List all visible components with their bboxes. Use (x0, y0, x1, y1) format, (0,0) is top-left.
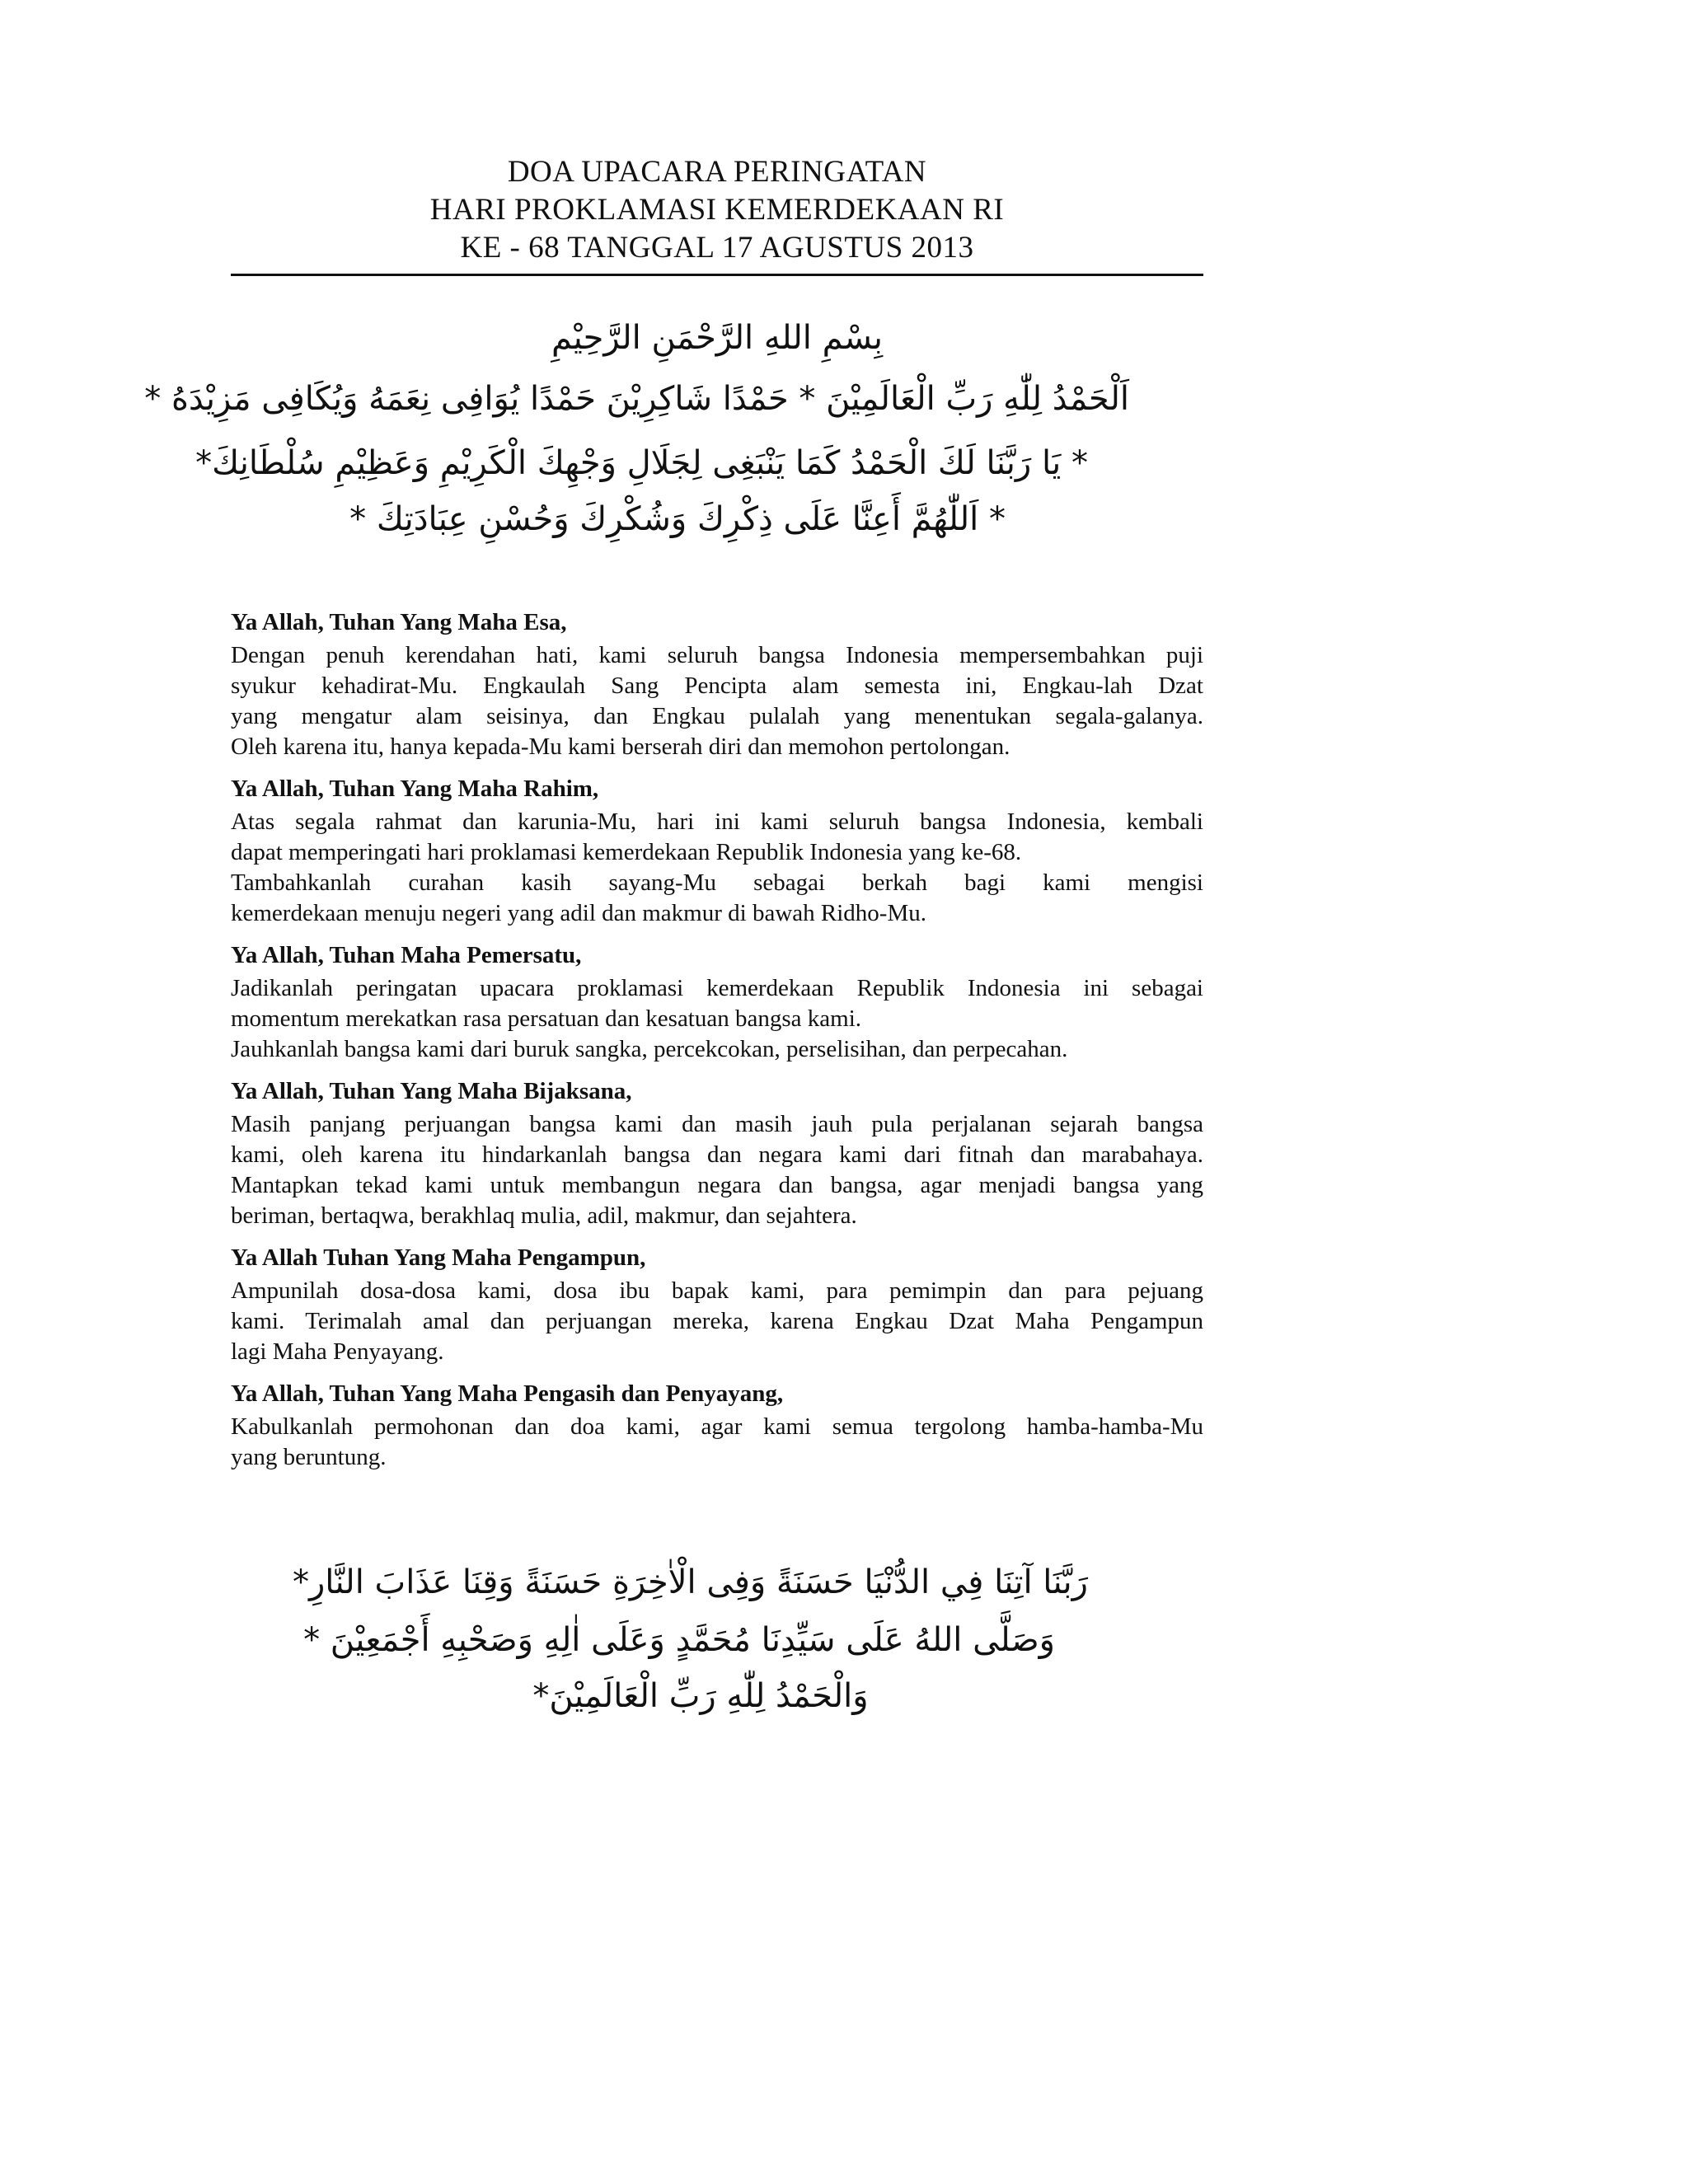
section-line: Oleh karena itu, hanya kepada-Mu kami berserah diri dan memohon pertolongan. (231, 733, 1010, 760)
prayer-section-maha-bijaksana (231, 1076, 1203, 1231)
section-line: beriman, bertaqwa, berakhlaq mulia, adil, makmur, dan sejahtera. (231, 1202, 857, 1229)
title-line-1: DOA UPACARA PERINGATAN (507, 155, 927, 189)
prayer-section-maha-rahim (231, 774, 1203, 929)
section-heading: Ya Allah Tuhan Yang Maha Pengampun, (231, 1244, 646, 1271)
arabic-opening-line-1: اَلْحَمْدُ لِلّٰهِ رَبِّ الْعَالَمِيْنَ * حَمْدًا شَاكِرِيْنَ حَمْدًا يُوَافِى نِعَمَهُ وَيُكَافِى مَزِيْدَهُ * (144, 380, 1129, 418)
section-line: Mantapkan tekad kami untuk membangun negara dan bangsa, agar menjadi bangsa yang (231, 1172, 1203, 1198)
section-line: kami, oleh karena itu hindarkanlah bangsa dan negara kami dari fitnah dan marabahaya. (231, 1141, 1203, 1168)
section-line: lagi Maha Penyayang. (231, 1338, 444, 1365)
prayer-section-maha-pengasih (231, 1379, 1203, 1473)
section-line: kami. Terimalah amal dan perjuangan mereka, karena Engkau Dzat Maha Pengampun (231, 1308, 1203, 1334)
section-line: yang mengatur alam seisinya, dan Engkau pulalah yang menentukan segala-galanya. (231, 703, 1203, 729)
section-line: kemerdekaan menuju negeri yang adil dan makmur di bawah Ridho-Mu. (231, 900, 926, 926)
prayer-body (231, 607, 1203, 1484)
arabic-closing-line-2: وَصَلَّى اللهُ عَلَى سَيِّدِنَا مُحَمَّدٍ وَعَلَى اٰلِهِ وَصَحْبِهِ أَجْمَعِيْنَ * (303, 1621, 1055, 1659)
arabic-closing-line-1: رَبَّنَا آتِنَا فِي الدُّنْيَا حَسَنَةً وَفِى الْاٰخِرَةِ حَسَنَةً وَقِنَا عَذَابَ النَّارِ* (292, 1563, 1088, 1601)
title-line-2: HARI PROKLAMASI KEMERDEKAAN RI (429, 193, 1005, 227)
section-line: syukur kehadirat-Mu. Engkaulah Sang Pencipta alam semesta ini, Engkau-lah Dzat (231, 673, 1203, 699)
section-line: dapat memperingati hari proklamasi kemerdekaan Republik Indonesia yang ke-68. (231, 839, 1022, 865)
section-line: Kabulkanlah permohonan dan doa kami, agar kami semua tergolong hamba-hamba-Mu (231, 1413, 1203, 1440)
section-heading: Ya Allah, Tuhan Yang Maha Bijaksana, (231, 1078, 632, 1104)
title-line-3: KE - 68 TANGGAL 17 AGUSTUS 2013 (460, 231, 974, 265)
section-line: momentum merekatkan rasa persatuan dan kesatuan bangsa kami. (231, 1005, 862, 1032)
section-line: Atas segala rahmat dan karunia-Mu, hari ini kami seluruh bangsa Indonesia, kembali (231, 808, 1203, 835)
arabic-closing-line-3: وَالْحَمْدُ لِلّٰهِ رَبِّ الْعَالَمِيْنَ* (532, 1677, 869, 1715)
arabic-opening-line-2: * يَا رَبَّنَا لَكَ الْحَمْدُ كَمَا يَنْبَغِى لِجَلَالِ وَجْهِكَ الْكَرِيْمِ وَعَظِيْمِ سُلْطَانِكَ* (195, 444, 1088, 482)
section-line: Jauhkanlah bangsa kami dari buruk sangka, percekcokan, perselisihan, dan perpecahan. (231, 1036, 1068, 1062)
arabic-opening-line-3: * اَللّٰهُمَّ أَعِنَّا عَلَى ذِكْرِكَ وَشُكْرِكَ وَحُسْنِ عِبَادَتِكَ * (349, 500, 1006, 538)
prayer-section-maha-pengampun (231, 1243, 1203, 1367)
prayer-section-maha-pemersatu (231, 940, 1203, 1065)
section-line: Masih panjang perjuangan bangsa kami dan masih jauh pula perjalanan sejarah bangsa (231, 1111, 1203, 1137)
prayer-section-maha-esa (231, 607, 1203, 762)
section-heading: Ya Allah, Tuhan Yang Maha Rahim, (231, 776, 599, 802)
section-line: Jadikanlah peringatan upacara proklamasi kemerdekaan Republik Indonesia ini sebagai (231, 975, 1203, 1001)
section-line: Ampunilah dosa-dosa kami, dosa ibu bapak kami, para pemimpin dan para pejuang (231, 1277, 1203, 1304)
section-line: Tambahkanlah curahan kasih sayang-Mu sebagai berkah bagi kami mengisi (231, 869, 1203, 896)
section-heading: Ya Allah, Tuhan Maha Pemersatu, (231, 942, 582, 968)
section-heading: Ya Allah, Tuhan Yang Maha Esa, (231, 609, 567, 635)
document-title (231, 153, 1203, 267)
section-line: Dengan penuh kerendahan hati, kami seluruh bangsa Indonesia mempersembahkan puji (231, 642, 1203, 668)
title-underline-divider (231, 274, 1203, 276)
section-line: yang beruntung. (231, 1444, 387, 1470)
section-heading: Ya Allah, Tuhan Yang Maha Pengasih dan Penyayang, (231, 1380, 784, 1407)
arabic-basmala: بِسْمِ اللهِ الرَّحْمَنِ الرَّحِيْمِ (551, 319, 884, 357)
